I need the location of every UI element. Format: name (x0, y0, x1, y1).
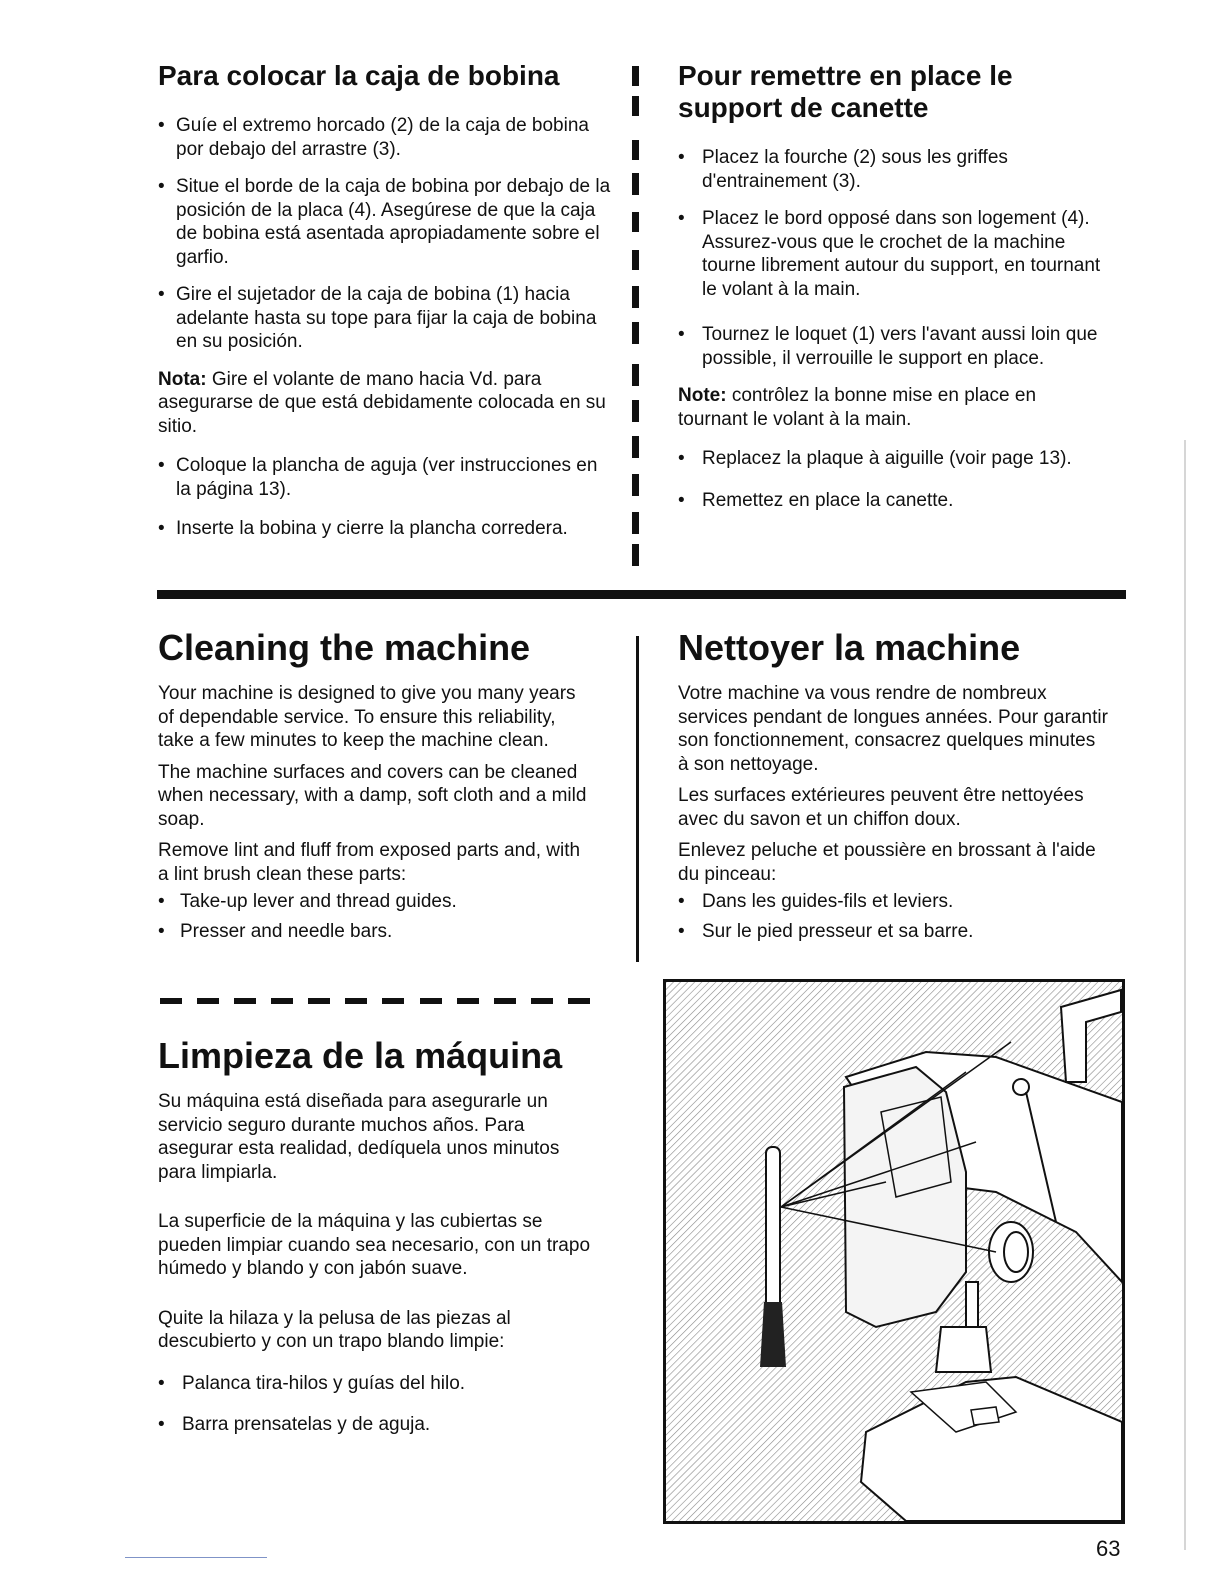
change-bar (632, 474, 639, 496)
spanish-bobbin-section (158, 60, 616, 541)
list-item: • Coloque la plancha de aguja (ver instrucciones en la página 13). (158, 454, 616, 501)
column-divider (636, 636, 639, 962)
french-bobbin-note (678, 384, 1108, 431)
dash (457, 998, 479, 1004)
list-item: • Remettez en place la canette. (678, 489, 1108, 513)
dash (382, 998, 404, 1004)
spanish-bobbin-heading: Para colocar la caja de bobina (158, 60, 560, 91)
english-cleaning-list (158, 890, 590, 943)
french-cleaning-list (678, 890, 1108, 943)
spanish-paragraph-1: Su máquina está diseñada para asegurarle un servicio seguro durante muchos años. Para asegurar esta realidad, dedíquela unos minutos para limpiarla. (158, 1091, 560, 1183)
change-bar (632, 436, 639, 458)
change-bar (632, 544, 639, 566)
english-cleaning-section (158, 628, 590, 943)
scan-edge-line (1184, 440, 1186, 1550)
list-item: • Placez la fourche (2) sous les griffes d'entrainement (3). (678, 146, 1108, 193)
spanish-bobbin-list (158, 114, 616, 354)
dash (234, 998, 256, 1004)
spanish-bobbin-list-2 (158, 454, 616, 541)
list-item: • Situe el borde de la caja de bobina por debajo de la posición de la placa (4). Asegúrese de que la caja de bobina está asentada apropiadamente sobre el garfio. (158, 175, 616, 269)
french-bobbin-list-2 (678, 447, 1108, 512)
dash (271, 998, 293, 1004)
change-bar (632, 364, 639, 386)
list-item: • Palanca tira-hilos y guías del hilo. (158, 1372, 590, 1396)
change-bar (632, 96, 639, 116)
note-text: Gire el volante de mano hacia Vd. para asegurarse de que está debidamente colocada en su sitio. (158, 368, 606, 437)
english-cleaning-heading: Cleaning the machine (158, 627, 531, 668)
change-bar (632, 250, 639, 270)
list-item: • Barra prensatelas y de aguja. (158, 1413, 590, 1437)
list-item: • Dans les guides-fils et leviers. (678, 890, 1108, 914)
change-bar (632, 512, 639, 534)
change-bar (632, 140, 639, 160)
list-item: • Tournez le loquet (1) vers l'avant aussi loin que possible, il verrouille le support en place. (678, 323, 1108, 370)
list-item: • Sur le pied presseur et sa barre. (678, 920, 1108, 944)
list-item: • Guíe el extremo horcado (2) de la caja de bobina por debajo del arrastre (3). (158, 114, 616, 161)
spanish-paragraph-2: La superficie de la máquina y las cubiertas se pueden limpiar cuando sea necesario, con un trapo húmedo y blando y con jabón suave. (158, 1211, 591, 1279)
french-paragraph-3: Enlevez peluche et poussière en brossant à l'aide du pinceau: (678, 840, 1096, 885)
dash (345, 998, 367, 1004)
footer-link-line (125, 1557, 267, 1558)
sewing-machine-cleaning-brush-icon (666, 982, 1122, 1521)
spanish-cleaning-section (158, 1036, 590, 1437)
list-item: • Take-up lever and thread guides. (158, 890, 590, 914)
dash (494, 998, 516, 1004)
spanish-paragraph-3: Quite la hilaza y la pelusa de las piezas al descubierto y con un trapo blando limpie: (158, 1307, 511, 1352)
list-item: • Replacez la plaque à aiguille (voir page 13). (678, 447, 1108, 471)
change-bar (632, 66, 639, 86)
change-bar (632, 400, 639, 422)
english-paragraph-3: Remove lint and fluff from exposed parts and, with a lint brush clean these parts: (158, 840, 581, 885)
dash (197, 998, 219, 1004)
dash (420, 998, 442, 1004)
list-item: • Inserte la bobina y cierre la plancha corredera. (158, 517, 616, 541)
note-label: Nota: (158, 368, 207, 390)
list-item: • Gire el sujetador de la caja de bobina (1) hacia adelante hasta su tope para fijar la caja de bobina en su posición. (158, 283, 616, 354)
spanish-bobbin-note (158, 368, 616, 439)
dash (568, 998, 590, 1004)
change-bar (632, 212, 639, 232)
dash (531, 998, 553, 1004)
french-bobbin-list (678, 146, 1108, 370)
english-paragraph-2: The machine surfaces and covers can be cleaned when necessary, with a damp, soft cloth and a mild soap. (158, 761, 587, 830)
section-divider (157, 590, 1126, 599)
french-cleaning-section (678, 628, 1108, 943)
french-paragraph-1: Votre machine va vous rendre de nombreux services pendant de longues années. Pour garantir son fonctionnement, consacrez quelques minutes à son nettoyage. (678, 683, 1108, 775)
french-cleaning-heading: Nettoyer la machine (678, 627, 1021, 668)
sewing-machine-illustration (663, 979, 1125, 1524)
french-paragraph-2: Les surfaces extérieures peuvent être nettoyées avec du savon et un chiffon doux. (678, 785, 1084, 830)
dash (160, 998, 182, 1004)
change-bar (632, 173, 639, 195)
dash (308, 998, 330, 1004)
list-item: • Placez le bord opposé dans son logement (4). Assurez-vous que le crochet de la machine tourne librement autour du support, en tournant le volant à la main. (678, 207, 1108, 301)
change-bar (632, 286, 639, 308)
french-bobbin-heading: Pour remettre en place le support de canette (678, 60, 1013, 123)
note-label: Note: (678, 385, 727, 406)
dashed-separator (160, 998, 590, 1004)
english-paragraph-1: Your machine is designed to give you many years of dependable service. To ensure this reliability, take a few minutes to keep the machine clean. (158, 683, 576, 751)
change-bar (632, 322, 639, 344)
list-item: • Presser and needle bars. (158, 920, 590, 944)
note-text: contrôlez la bonne mise en place en tournant le volant à la main. (678, 385, 1037, 430)
spanish-cleaning-list (158, 1372, 590, 1437)
spanish-cleaning-heading: Limpieza de la máquina (158, 1035, 563, 1076)
page-number: 63 (1096, 1536, 1121, 1561)
french-bobbin-section (678, 60, 1108, 512)
